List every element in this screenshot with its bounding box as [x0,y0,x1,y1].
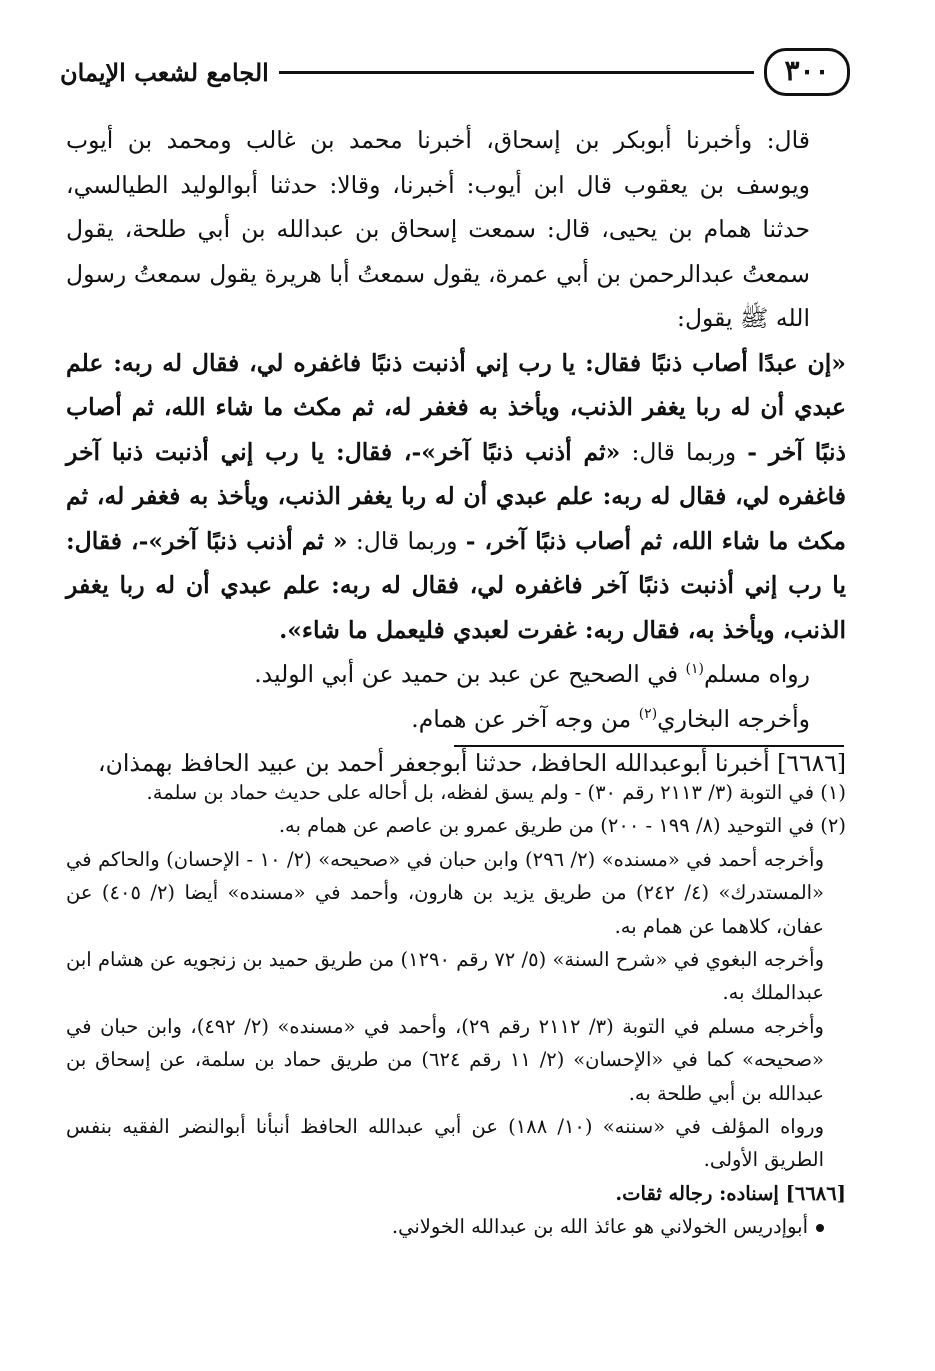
footnotes [66,776,846,1244]
muslim-text-a: رواه مسلم [704,660,810,688]
page-number: ٣٠٠ [764,48,850,96]
takhrij-4: ورواه المؤلف في «سننه» (١٠/ ١٨٨) عن أبي عبدالله الحافظ أنبأنا أبوالنضر الفقيه بنفس الطريق الأولى. [66,1115,824,1172]
muslim-line [66,652,846,697]
bullet-icon [816,1224,824,1232]
footnote-1: (١) في التوبة (٣/ ٢١١٣ رقم ٣٠) - ولم يسق لفظه، بل أحاله على حديث حماد بن سلمة. [146,781,846,804]
muslim-text-b: في الصحيح عن عبد بن حميد عن أبي الوليد. [254,660,679,688]
bukhari-text-a: وأخرجه البخاري [657,704,810,733]
narrator-note-a: وربما قال: [631,437,737,466]
takhrij-2: وأخرجه البغوي في «شرح السنة» (٥/ ٧٢ رقم ١٢٩٠) من طريق حميد بن زنجويه عن هشام ابن عبدالملك به. [66,948,824,1005]
next-entry-line: [٦٦٨٦] أخبرنا أبوعبدالله الحافظ، حدثنا أبوجعفر أحمد بن عبيد الحافظ بهمذان، [98,749,846,777]
hadith-text-b: «ثم أذنب ذنبًا آخر»-، فقال: يا رب إني أذنبت ذنبا آخر فاغفره لي، فقال له ربه: علم عبدي أن له ربا يغفر الذنب، ويأخذ به فغفر له، ثم مكث ما شاء الله، ثم أصاب ذنبًا آخر، - [66,437,846,555]
hadith-paragraph [66,341,846,653]
bullet-text: أبوإدريس الخولاني هو عائذ الله بن عبدالله الخولاني. [391,1215,808,1239]
isnad-paragraph: قال: وأخبرنا أبوبكر بن إسحاق، أخبرنا محمد بن غالب ومحمد بن أيوب ويوسف بن يعقوب قال ابن أيوب: أخبرنا، وقالا: حدثنا أبوالوليد الطيالسي، حدثنا همام بن يحيى، قال: سمعت إسحاق بن عبدالله بن أبي طلحة، يقول سمعتُ عبدالرحمن بن أبي عمرة، يقول سمعتُ أبا هريرة يقول سمعتُ رسول الله ﷺ يقول: [66,126,810,332]
bukhari-line [66,697,846,742]
takhrij-1: وأخرجه أحمد في «مسنده» (٢/ ٢٩٦) وابن حبان في «صحيحه» (٢/ ١٠ - الإحسان) والحاكم في «المستدرك» (٤/ ٢٤٢) من طريق يزيد بن هارون، وأحمد في «مسنده» أيضا (٢/ ٤٠٥) عن عفان، كلاهما عن همام به. [66,847,824,938]
page-header [60,44,850,100]
isnad-note: [٦٦٨٦] إسناده: رجاله ثقات. [615,1181,846,1205]
narrator-note-b: وربما قال: [355,526,458,555]
bukhari-text-b: من وجه آخر عن همام. [411,704,632,733]
footnote-2: (٢) في التوحيد (٨/ ١٩٩ - ٢٠٠) من طريق عمرو بن عاصم عن همام به. [278,814,846,838]
footnote-ref-1[interactable]: (١) [685,661,705,678]
header-rule [279,71,754,74]
takhrij-3: وأخرجه مسلم في التوبة (٣/ ٢١١٢ رقم ٢٩)، وأحمد في «مسنده» (٢/ ٤٩٢)، وابن حبان في «صحيحه» كما في «الإحسان» (٢/ ١١ رقم ٦٢٤) من طريق حماد بن سلمة، عن إسحاق بن عبدالله بن أبي طلحة به. [66,1014,824,1105]
hadith-text-a: «إن عبدًا أصاب ذنبًا فقال: يا رب إني أذنبت ذنبًا فاغفره لي، فقال له ربه: علم عبدي أن له ربا يغفر الذنب، ويأخذ به فغفر له، ثم مكث ما شاء الله، ثم أصاب ذنبًا آخر - [66,348,846,466]
running-title: الجامع لشعب الإيمان [60,57,269,87]
hadith-text-c: « ثم أذنب ذنبًا آخر»-، فقال: يا رب إني أذنبت ذنبًا آخر فاغفره لي، فقال له ربه: علم عبدي أن له ربا يغفر الذنب، ويأخذ به، فقال ربه: غفرت لعبدي فليعمل ما شاء». [66,526,846,644]
bullet-note [66,1210,846,1243]
footnote-separator [454,745,844,747]
main-text [66,118,846,786]
footnote-ref-2[interactable]: (٢) [638,705,658,722]
